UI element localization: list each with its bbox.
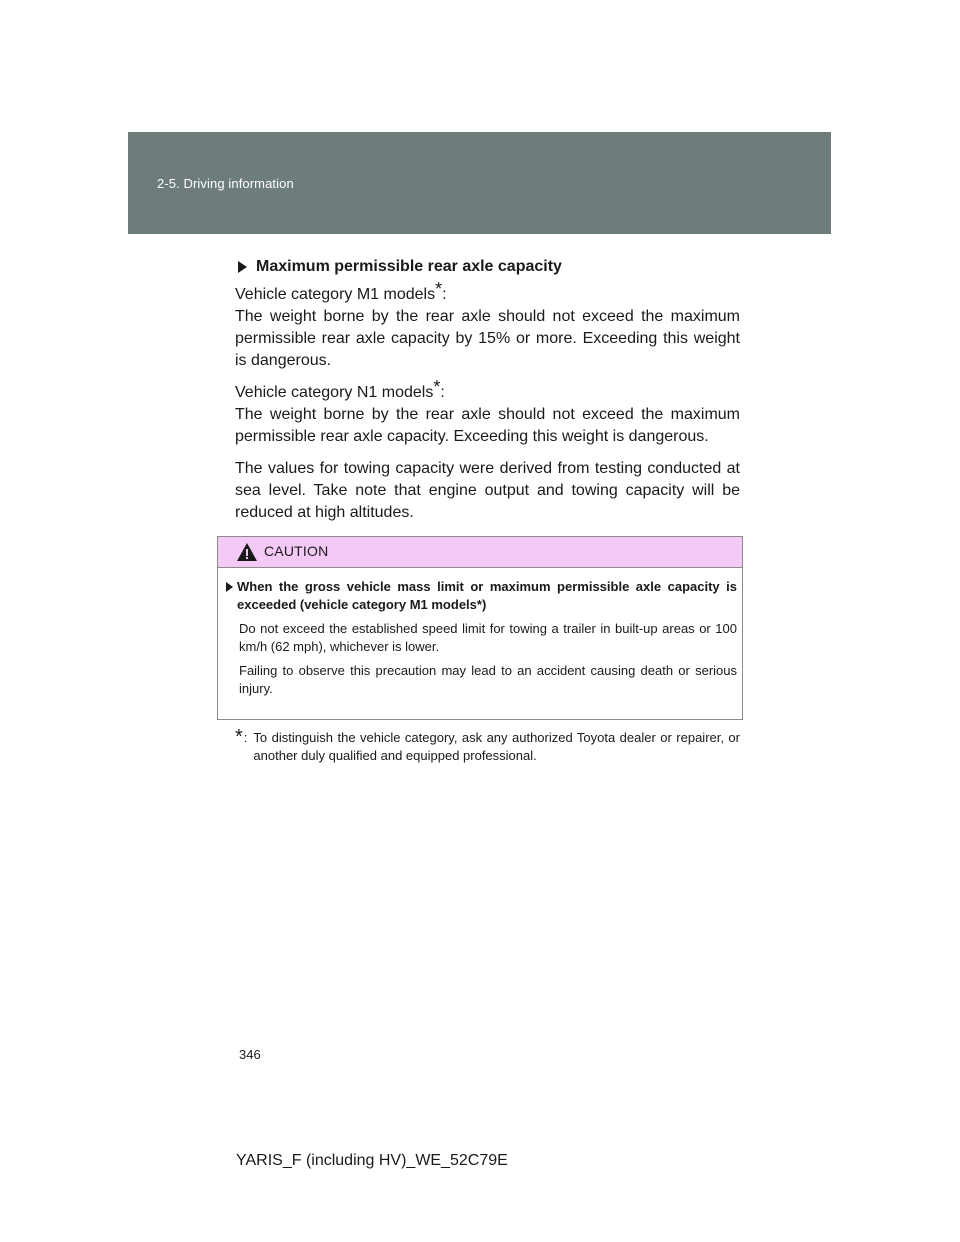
n1-label bbox=[235, 376, 740, 404]
footnote bbox=[235, 726, 740, 765]
towing-text: The values for towing capacity were derived from testing conducted at sea level. Take note that engine output and towing capacity will be reduced at high altitudes. bbox=[235, 460, 740, 521]
caution-box bbox=[217, 536, 743, 720]
caution-body bbox=[218, 568, 742, 698]
section-label: 2-5. Driving information bbox=[157, 176, 294, 191]
caution-heading bbox=[226, 578, 737, 614]
main-content bbox=[235, 256, 740, 524]
caution-heading-text: When the gross vehicle mass limit or maximum permissible axle capacity is exceeded (vehicle category M1 models*) bbox=[237, 579, 737, 612]
asterisk-mark: * bbox=[435, 278, 443, 299]
n1-label-text: Vehicle category N1 models bbox=[235, 384, 434, 401]
m1-label-text: Vehicle category M1 models bbox=[235, 286, 436, 303]
page-number: 346 bbox=[239, 1047, 261, 1062]
m1-label bbox=[235, 278, 740, 306]
section-heading-text: Maximum permissible rear axle capacity bbox=[256, 258, 562, 275]
asterisk-mark: * bbox=[433, 376, 441, 397]
bullet-arrow-icon bbox=[226, 582, 233, 592]
footnote-asterisk: * bbox=[235, 726, 243, 748]
footnote-text: To distinguish the vehicle category, ask any authorized Toyota dealer or repairer, or another duly qualified and equipped professional. bbox=[253, 730, 740, 763]
header-band bbox=[128, 132, 831, 234]
label-colon: : bbox=[442, 286, 447, 303]
document-id: YARIS_F (including HV)_WE_52C79E bbox=[236, 1152, 508, 1169]
caution-title: CAUTION bbox=[264, 543, 329, 559]
m1-text: The weight borne by the rear axle should not exceed the maximum permissible rear axle capacity by 15% or more. Exceeding this weight is dangerous. bbox=[235, 308, 740, 369]
footnote-colon: : bbox=[243, 730, 248, 745]
n1-text: The weight borne by the rear axle should not exceed the maximum permissible rear axle capacity. Exceeding this weight is dangerous. bbox=[235, 406, 740, 445]
warning-icon bbox=[236, 542, 258, 562]
caution-paragraph-1: Do not exceed the established speed limit for towing a trailer in built-up areas or 100 km/h (62 mph), whichever is lower. bbox=[239, 621, 737, 654]
bullet-arrow-icon bbox=[238, 261, 247, 273]
caution-paragraph-2: Failing to observe this precaution may lead to an accident causing death or serious injury. bbox=[239, 663, 737, 696]
caution-header bbox=[218, 537, 742, 568]
label-colon: : bbox=[440, 384, 445, 401]
section-heading bbox=[235, 256, 740, 278]
